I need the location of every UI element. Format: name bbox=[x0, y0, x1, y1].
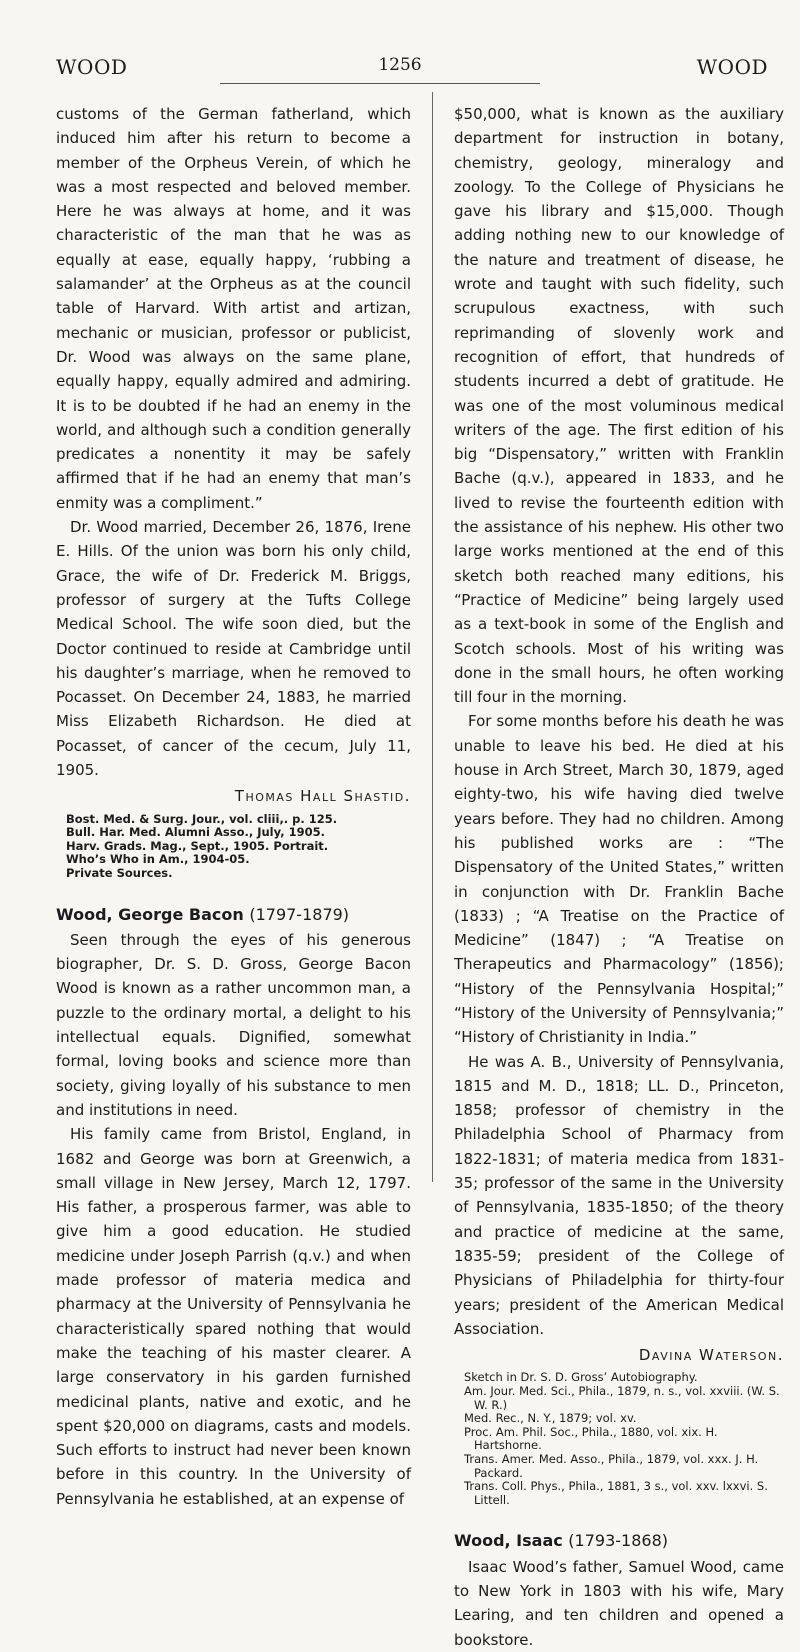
paragraph: For some months before his death he was unable to leave his bed. He died at his house in Arch Street, March 30, 1879, aged eighty-two, his wife having died twelve years before. They had no children. Among his published works are : “The Dispensatory of the United States,” written in conjunction with Dr. Franklin Bache (1833) ; “A Treatise on the Practice of Medicine” (1847) ; “A Treatise on Therapeutics and Pharmacology” (1856); “History of the Pennsylvania Hospital;” “History of the University of Pennsylvania;” “History of Christianity in India.” bbox=[454, 712, 784, 1047]
reference-item: Who’s Who in Am., 1904-05. bbox=[66, 852, 250, 867]
page-header bbox=[0, 0, 800, 90]
author-signature: Davina Waterson. bbox=[638, 1346, 784, 1365]
reference-list bbox=[66, 813, 411, 881]
reference-item: Trans. Coll. Phys., Phila., 1881, 3 s., vol. xxv. lxxvi. S. Littell. bbox=[464, 1479, 768, 1507]
reference-list bbox=[464, 1371, 784, 1507]
reference-item: Proc. Am. Phil. Soc., Phila., 1880, vol. xix. H. Hartshorne. bbox=[464, 1424, 718, 1453]
paragraph: Seen through the eyes of his generous biographer, Dr. S. D. Gross, George Bacon Wood is known as a rather uncommon man, a puzzle to the ordinary mortal, a delight to his intellectual equals. Dignified, somewhat formal, loving books and science more than society, giving loyally of his substance to men and institutions in need. bbox=[56, 930, 411, 1119]
page-number: 1256 bbox=[378, 55, 422, 75]
reference-item: Private Sources. bbox=[66, 865, 173, 880]
entry-dates: (1797-1879) bbox=[249, 904, 350, 924]
running-head-right: WOOD bbox=[696, 55, 768, 79]
paragraph: customs of the German fatherland, which induced him after his return to become a member of the Orpheus Verein, of which he was a most respected and beloved member. Here he was always at home, and it was characteristic of the man that he was as equally at ease, equally happy, ‘rubbing a salamander’ at the Orpheus as at the council table of Harvard. With artist and artizan, mechanic or musician, professor or publicist, Dr. Wood was always on the same plane, equally happy, equally admired and admiring. It is to be doubted if he had an enemy in the world, and although such a condition generally predicates a nonentity it may be safely affirmed that if he had an enemy that man’s enmity was a compliment.” bbox=[56, 105, 411, 512]
reference-item: Sketch in Dr. S. D. Gross’ Autobiography. bbox=[464, 1370, 698, 1385]
header-rule bbox=[220, 83, 540, 84]
left-column bbox=[56, 102, 411, 1511]
running-head-left: WOOD bbox=[56, 55, 128, 79]
author-signature: Thomas Hall Shastid. bbox=[234, 787, 411, 806]
paragraph: $50,000, what is known as the auxiliary department for instruction in botany, chemistry, geology, mineralogy and zoology. To the College of Physicians he gave his library and $15,000. Though adding nothing new to our knowledge of the nature and treatment of disease, he wrote and taught with such fidelity, such scrupulous exactness, with such reprimanding of slovenly work and recognition of effort, that hundreds of students incurred a debt of gratitude. He was one of the most voluminous medical writers of the age. The first edition of his big “Dispensatory,” written with Franklin Bache (q.v.), appeared in 1833, and he lived to revise the fourteenth edition with the assistance of his nephew. His other two large works mentioned at the end of this sketch both reached many editions, his “Practice of Medicine” being largely used as a text-book in some of the English and Scotch schools. Most of his writing was done in the small hours, he often working till four in the morning. bbox=[454, 105, 784, 707]
reference-item: Med. Rec., N. Y., 1879; vol. xv. bbox=[464, 1411, 637, 1426]
column-divider bbox=[432, 92, 433, 1182]
entry-name: Wood, George Bacon bbox=[56, 904, 244, 924]
reference-item: Trans. Amer. Med. Asso., Phila., 1879, vol. xxx. J. H. Packard. bbox=[464, 1452, 759, 1480]
entry-heading bbox=[454, 1529, 784, 1553]
reference-item: Am. Jour. Med. Sci., Phila., 1879, n. s., vol. xxviii. (W. S. W. R.) bbox=[464, 1384, 780, 1412]
entry-heading bbox=[56, 903, 411, 927]
paragraph: He was A. B., University of Pennsylvania, 1815 and M. D., 1818; LL. D., Princeton, 1858; professor of chemistry in the Philadelphia School of Pharmacy from 1822-1831; of materia medica from 1831-35; professor of the same in the University of Pennsylvania, 1835-1850; of the theory and practice of medicine at the same, 1835-59; president of the College of Physicians of Philadelphia for thirty-four years; president of the American Medical Association. bbox=[454, 1052, 784, 1338]
paragraph: Dr. Wood married, December 26, 1876, Irene E. Hills. Of the union was born his only child, Grace, the wife of Dr. Frederick M. Briggs, professor of surgery at the Tufts College Medical School. The wife soon died, but the Doctor continued to reside at Cambridge until his daughter’s marriage, when he removed to Pocasset. On December 24, 1883, he married Miss Elizabeth Richardson. He died at Pocasset, of cancer of the cecum, July 11, 1905. bbox=[56, 518, 411, 780]
entry-dates: (1793-1868) bbox=[568, 1531, 668, 1551]
reference-item: Bull. Har. Med. Alumni Asso., July, 1905. bbox=[66, 825, 325, 840]
reference-item: Harv. Grads. Mag., Sept., 1905. Portrait. bbox=[66, 838, 329, 853]
paragraph: His family came from Bristol, England, in 1682 and George was born at Greenwich, a small village in New Jersey, March 12, 1797. His father, a prosperous farmer, was able to give him a good education. He studied medicine under Joseph Parrish (q.v.) and when made professor of materia medica and pharmacy at the University of Pennsylvania he characteristically spared nothing that would make the teaching of his master clearer. A large conservatory in his garden furnished medicinal plants, native and exotic, and he spent $20,000 on diagrams, casts and models. Such efforts to instruct had never been known before in this country. In the University of Pennsylvania he established, at an expense of bbox=[56, 1125, 411, 1508]
paragraph: Isaac Wood’s father, Samuel Wood, came to New York in 1803 with his wife, Mary Learing, and ten children and opened a bookstore. bbox=[454, 1557, 784, 1649]
entry-name: Wood, Isaac bbox=[454, 1531, 563, 1551]
reference-item: Bost. Med. & Surg. Jour., vol. cliii,. p. 125. bbox=[66, 811, 338, 826]
right-column bbox=[454, 102, 784, 1652]
